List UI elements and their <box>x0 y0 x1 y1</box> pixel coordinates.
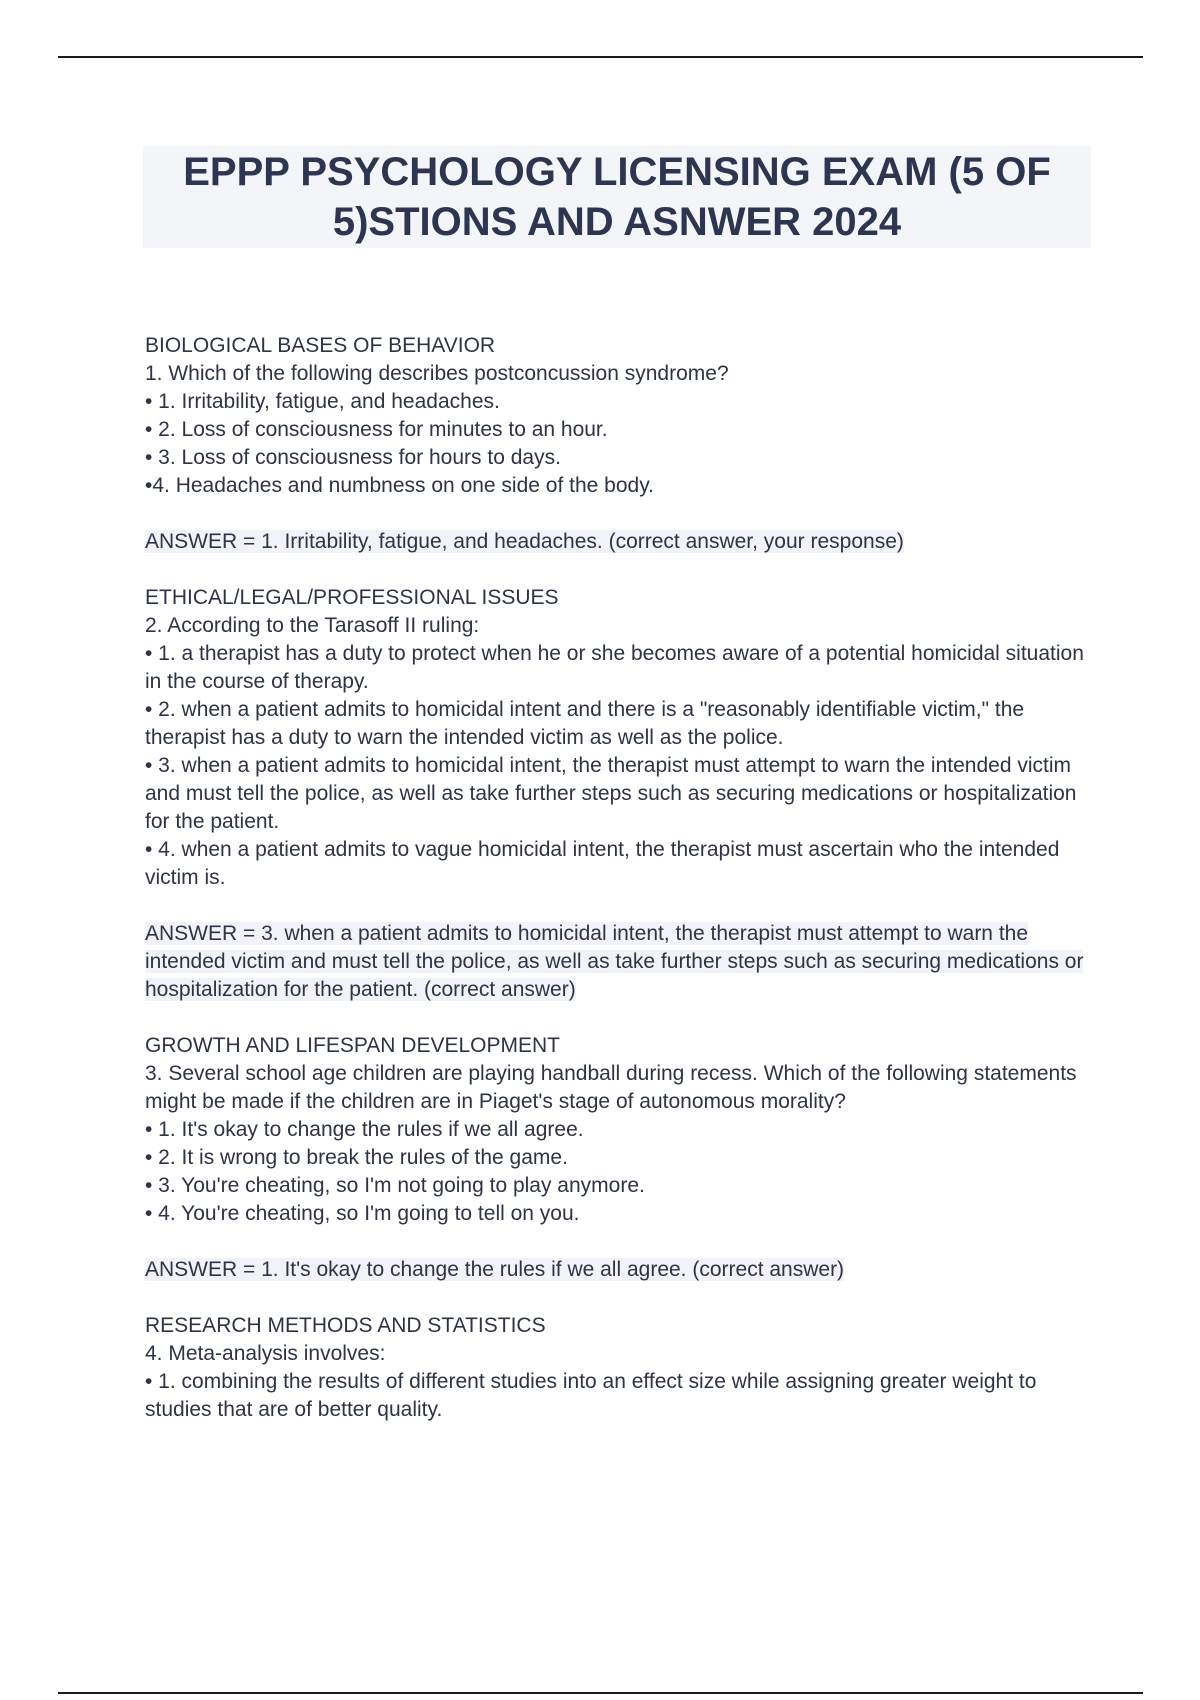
question-text: 1. Which of the following describes postconcussion syndrome? <box>145 362 729 385</box>
top-rule <box>58 56 1143 58</box>
answer-text: ANSWER = 1. Irritability, fatigue, and headaches. (correct answer, your response) <box>145 530 904 553</box>
category-label: ETHICAL/LEGAL/PROFESSIONAL ISSUES <box>145 586 559 609</box>
question-text: 3. Several school age children are playing handball during recess. Which of the following statements might be made if the children are in Piaget's stage of autonomous morality? <box>145 1062 1077 1113</box>
question-block-4 <box>145 1312 1085 1424</box>
answer-option: • 2. It is wrong to break the rules of the game. <box>145 1146 568 1169</box>
category-label: BIOLOGICAL BASES OF BEHAVIOR <box>145 334 496 357</box>
answer-option: • 3. You're cheating, so I'm not going to play anymore. <box>145 1174 645 1197</box>
answer-option: • 1. a therapist has a duty to protect when he or she becomes aware of a potential homicidal situation in the course of therapy. <box>145 642 1084 693</box>
answer-line-3 <box>145 1256 1085 1284</box>
answer-line-1 <box>145 528 1085 556</box>
answer-option: • 2. when a patient admits to homicidal intent and there is a "reasonably identifiable victim," the therapist has a duty to warn the intended victim as well as the police. <box>145 698 1025 749</box>
answer-option: • 3. Loss of consciousness for hours to days. <box>145 446 561 469</box>
answer-option: • 3. when a patient admits to homicidal intent, the therapist must attempt to warn the intended victim and must tell the police, as well as take further steps such as securing medications or hospitalization for the patient. <box>145 754 1077 833</box>
answer-option: • 4. You're cheating, so I'm going to tell on you. <box>145 1202 580 1225</box>
category-label: RESEARCH METHODS AND STATISTICS <box>145 1314 546 1337</box>
bottom-rule <box>58 1692 1143 1694</box>
answer-option: • 1. Irritability, fatigue, and headaches. <box>145 390 500 413</box>
question-text: 2. According to the Tarasoff II ruling: <box>145 614 480 637</box>
answer-text: ANSWER = 1. It's okay to change the rules if we all agree. (correct answer) <box>145 1258 845 1281</box>
question-block-3 <box>145 1032 1085 1228</box>
document-title: EPPP PSYCHOLOGY LICENSING EXAM (5 OF 5)STIONS AND ASNWER 2024 <box>183 150 1051 244</box>
answer-option: • 1. combining the results of different studies into an effect size while assigning greater weight to studies that are of better quality. <box>145 1370 1037 1421</box>
answer-line-2 <box>145 920 1085 1004</box>
answer-option: •4. Headaches and numbness on one side of the body. <box>145 474 654 497</box>
answer-option: • 1. It's okay to change the rules if we all agree. <box>145 1118 584 1141</box>
question-block-1 <box>145 332 1085 500</box>
title-box <box>143 146 1091 248</box>
question-block-2 <box>145 584 1085 892</box>
question-text: 4. Meta-analysis involves: <box>145 1342 386 1365</box>
answer-option: • 2. Loss of consciousness for minutes to an hour. <box>145 418 608 441</box>
answer-option: • 4. when a patient admits to vague homicidal intent, the therapist must ascertain who the intended victim is. <box>145 838 1060 889</box>
document-body <box>145 332 1085 1452</box>
category-label: GROWTH AND LIFESPAN DEVELOPMENT <box>145 1034 561 1057</box>
answer-text: ANSWER = 3. when a patient admits to homicidal intent, the therapist must attempt to warn the intended victim and must tell the police, as well as take further steps such as securing medications or hospitalization for the patient. (correct answer) <box>145 922 1084 1001</box>
